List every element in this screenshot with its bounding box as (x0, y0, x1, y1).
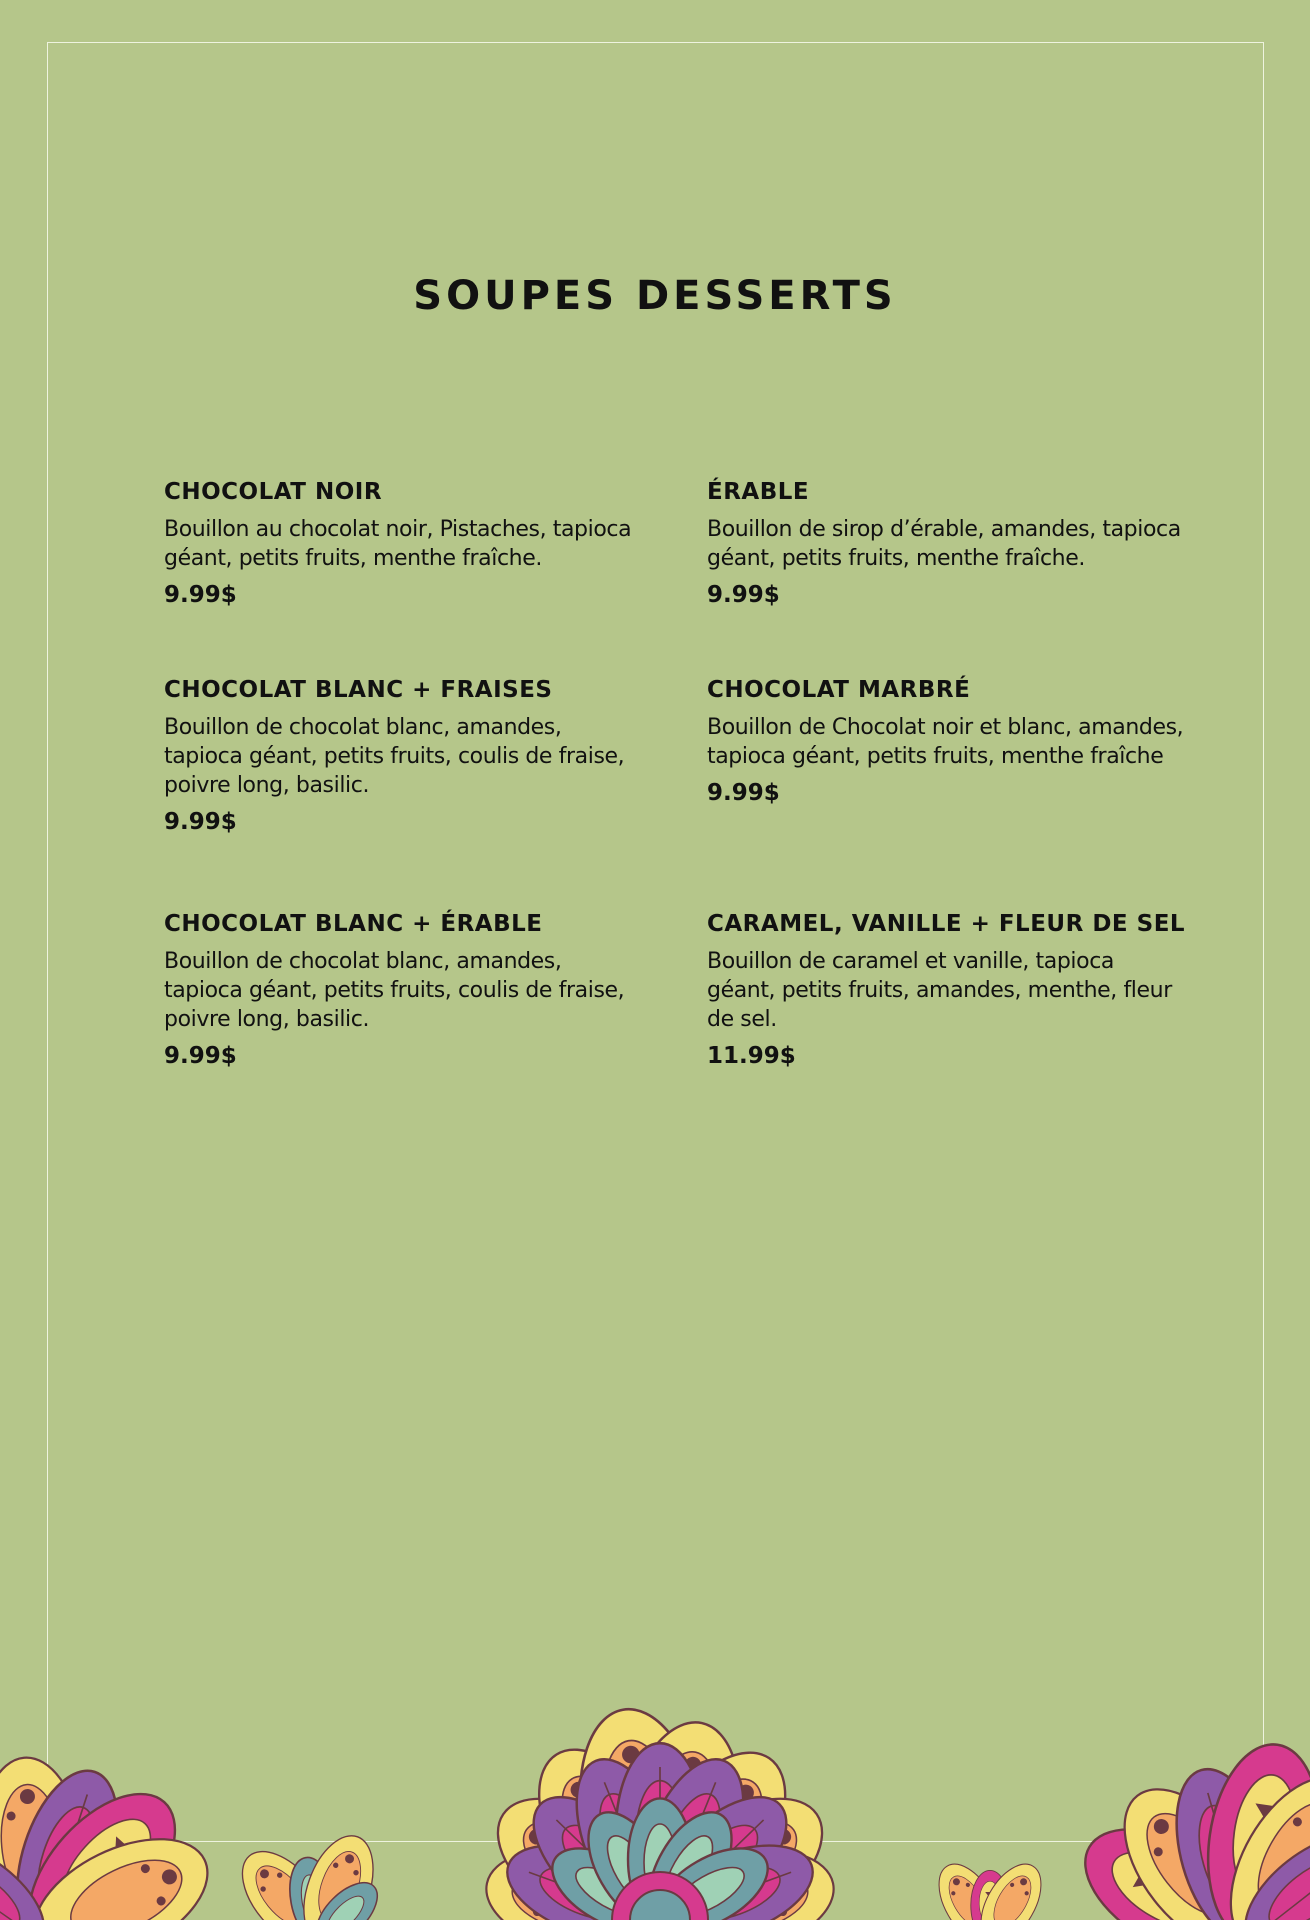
menu-item-name: CHOCOLAT NOIR (164, 479, 383, 505)
menu-item-caramel-vanille (707, 909, 1187, 1071)
menu-item-description: Bouillon au chocolat noir, Pistaches, tapioca géant, petits fruits, menthe fraîche. (164, 517, 632, 571)
menu-item-chocolat-noir (164, 477, 644, 610)
menu-item-price: 9.99$ (707, 582, 780, 608)
menu-item-description: Bouillon de caramel et vanille, tapioca géant, petits fruits, amandes, menthe, fleur de sel. (707, 949, 1172, 1032)
menu-item-price: 9.99$ (707, 780, 780, 806)
menu-item-name: ÉRABLE (707, 479, 810, 505)
menu-item-price: 9.99$ (164, 809, 237, 835)
menu-item-chocolat-blanc-fraises (164, 675, 644, 837)
menu-item-description: Bouillon de Chocolat noir et blanc, amandes, tapioca géant, petits fruits, menthe fraîche (707, 715, 1184, 769)
menu-item-name: CARAMEL, VANILLE + FLEUR DE SEL (707, 911, 1186, 937)
menu-item-chocolat-marbre (707, 675, 1187, 808)
menu-title: SOUPES DESSERTS (413, 273, 897, 319)
menu-item-description: Bouillon de chocolat blanc, amandes, tapioca géant, petits fruits, coulis de fraise, poivre long, basilic. (164, 715, 625, 798)
menu-item-chocolat-blanc-erable (164, 909, 644, 1071)
menu-item-price: 9.99$ (164, 582, 237, 608)
menu-item-description: Bouillon de chocolat blanc, amandes, tapioca géant, petits fruits, coulis de fraise, poivre long, basilic. (164, 949, 625, 1032)
menu-item-name: CHOCOLAT MARBRÉ (707, 677, 971, 703)
mandala-flower-icon (0, 1640, 1310, 1920)
menu-item-description: Bouillon de sirop d’érable, amandes, tapioca géant, petits fruits, menthe fraîche. (707, 517, 1181, 571)
menu-item-name: CHOCOLAT BLANC + ÉRABLE (164, 911, 543, 937)
menu-item-price: 11.99$ (707, 1043, 796, 1069)
menu-item-erable (707, 477, 1187, 610)
menu-item-name: CHOCOLAT BLANC + FRAISES (164, 677, 553, 703)
menu-item-price: 9.99$ (164, 1043, 237, 1069)
